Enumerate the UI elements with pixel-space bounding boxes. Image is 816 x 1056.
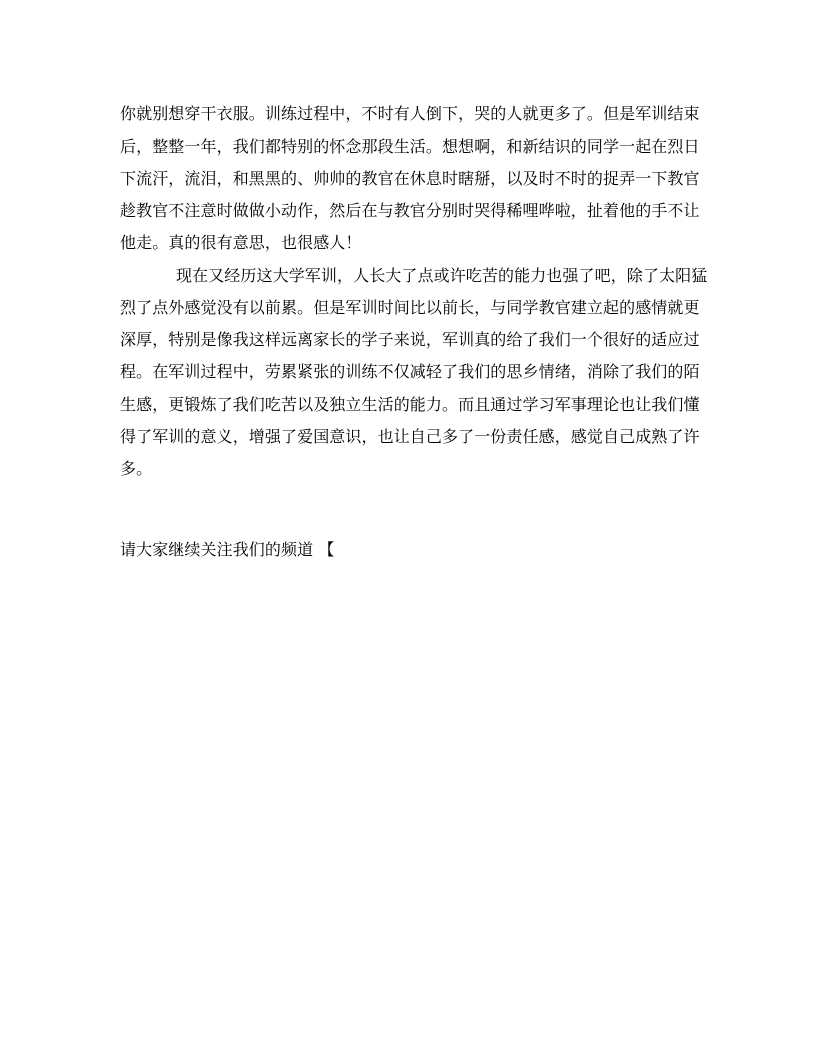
paragraph-2-line: 烈了点外感觉没有以前累。但是军训时间比以前长，与同学教官建立起的感情就更	[120, 298, 700, 317]
paragraph-1-line: 下流汗，流泪，和黑黑的、帅帅的教官在休息时瞎掰，以及时不时的捉弄一下教官	[120, 169, 700, 188]
paragraph-2-line: 深厚，特别是像我这样远离家长的学子来说，军训真的给了我们一个很好的适应过	[120, 330, 700, 349]
paragraph-2-line: 多。	[120, 459, 153, 478]
paragraph-2-line: 现在又经历这大学军训，人长大了点或许吃苦的能力也强了吧，除了太阳猛	[176, 266, 708, 285]
paragraph-1-line: 后，整整一年，我们都特别的怀念那段生活。想想啊，和新结识的同学一起在烈日	[120, 137, 700, 156]
paragraph-2-line: 得了军训的意义，增强了爱国意识，也让自己多了一份责任感，感觉自己成熟了许	[120, 427, 700, 446]
paragraph-1-line: 趁教官不注意时做做小动作，然后在与教官分别时哭得稀哩哗啦，扯着他的手不让	[120, 201, 700, 220]
channel-footer-text: 请大家继续关注我们的频道 【	[120, 540, 335, 559]
paragraph-1-line: 你就别想穿干衣服。训练过程中，不时有人倒下，哭的人就更多了。但是军训结束	[120, 104, 700, 123]
paragraph-2-line: 程。在军训过程中，劳累紧张的训练不仅减轻了我们的思乡情绪，消除了我们的陌	[120, 362, 700, 381]
paragraph-1-line: 他走。真的很有意思，也很感人！	[120, 233, 362, 252]
paragraph-2-line: 生感，更锻炼了我们吃苦以及独立生活的能力。而且通过学习军事理论也让我们懂	[120, 395, 700, 414]
